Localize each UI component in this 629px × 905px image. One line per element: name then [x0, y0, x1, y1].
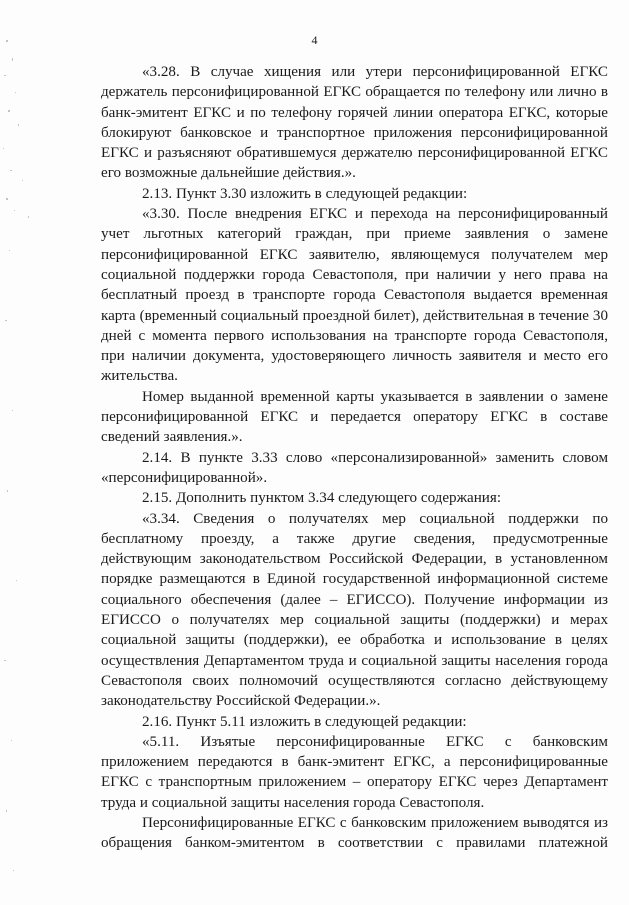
paragraph-2-14: 2.14. В пункте 3.33 слово «персонализированной» заменить словом «персонифицированной».: [101, 449, 608, 486]
paragraph-2-16: 2.16. Пункт 5.11 изложить в следующей редакции:: [142, 713, 467, 730]
paragraph-temporary-card-number: Номер выданной временной карты указывается в заявлении о замене персонифицированной ЕГКС и передается оператору ЕГКС в составе сведений заявления.».: [101, 388, 608, 446]
page-number: 4: [311, 33, 318, 47]
paragraph-3-34: «3.34. Сведения о получателях мер социальной поддержки по бесплатному проезду, а также другие сведения, предусмотренные действующим законодательством Российской Федерации, в установленном порядке размещаются в Единой государственной информационной системе социального обеспечения (далее – ЕГИССО). Получение информации из ЕГИССО о получателях мер социальной защиты (поддержки) и мерах социальной защиты (поддержки), ее обработка и использование в целях осуществления Департаментом труда и социальной защиты населения города Севастополя своих полномочий осуществляются согласно действующему законодательству Российской Федерации.».: [101, 510, 608, 710]
paragraph-3-28: «3.28. В случае хищения или утери персонифицированной ЕГКС держатель персонифицированной ЕГКС обращается по телефону или лично в банк-эмитент ЕГКС и по телефону горячей линии оператора ЕГКС, которые блокируют банковское и транспортное приложения персонифицированной ЕГКС и разъясняют обратившемуся держателю персонифицированной ЕГКС его возможные дальнейшие действия.».: [101, 64, 608, 182]
paragraph-bank-cards-withdrawal: Персонифицированные ЕГКС с банковским приложением выводятся из обращения банком-эмитентом в соответствии с правилами платежной: [101, 814, 608, 852]
paragraph-2-15: 2.15. Дополнить пунктом 3.34 следующего содержания:: [142, 490, 502, 507]
paragraph-5-11: «5.11. Изъятые персонифицированные ЕГКС с банковским приложением передаются в банк-эмитент ЕГКС, а персонифицированные ЕГКС с транспортным приложением – оператору ЕГКС через Департамент труда и социальной защиты населения города Севастополя.: [101, 733, 608, 811]
paragraph-3-30: «3.30. После внедрения ЕГКС и перехода на персонифицированный учет льготных категорий граждан, при приеме заявления о замене персонифицированной ЕГКС заявителю, являющемуся получателем мер социальной поддержки города Севастополя, при наличии у него права на бесплатный проезд в транспорте города Севастополя выдается временная карта (временный социальный проездной билет), действительная в течение 30 дней с момента первого использования на транспорте города Севастополя, при наличии документа, удостоверяющего личность заявителя и место его жительства.: [101, 206, 608, 385]
scan-edge-noise: [0, 20, 40, 880]
document-body: [101, 62, 608, 854]
paragraph-2-13: 2.13. Пункт 3.30 изложить в следующей редакции:: [142, 185, 468, 202]
